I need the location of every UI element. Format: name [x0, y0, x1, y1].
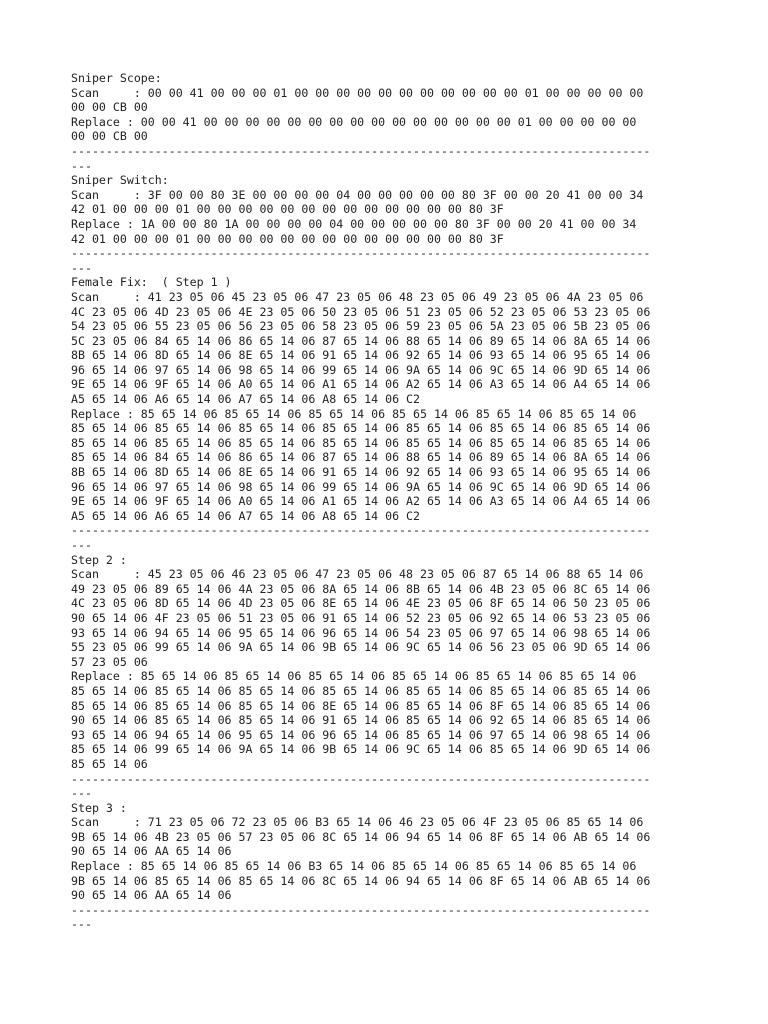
divider-line: ---	[71, 917, 92, 932]
hex-line: 9E 65 14 06 9F 65 14 06 A0 65 14 06 A1 65 14 06 A2 65 14 06 A3 65 14 06 A4 65 14 06	[71, 494, 651, 509]
hex-line: 42 01 00 00 00 01 00 00 00 00 00 00 00 00 00 00 00 00 00 80 3F	[71, 231, 504, 246]
hex-line: 90 65 14 06 85 65 14 06 85 65 14 06 91 65 14 06 85 65 14 06 92 65 14 06 85 65 14 06	[71, 713, 651, 728]
hex-line: 8B 65 14 06 8D 65 14 06 8E 65 14 06 91 65 14 06 92 65 14 06 93 65 14 06 95 65 14 06	[71, 465, 651, 480]
hex-line: 54 23 05 06 55 23 05 06 56 23 05 06 58 23 05 06 59 23 05 06 5A 23 05 06 5B 23 05 06	[71, 319, 651, 334]
hex-line: 85 65 14 06 85 65 14 06 85 65 14 06 85 65 14 06 85 65 14 06 85 65 14 06 85 65 14 06	[71, 683, 651, 698]
divider-line: ---	[71, 260, 92, 275]
section-heading-female-fix: Female Fix: ( Step 1 )	[71, 275, 232, 290]
hex-line: 85 65 14 06	[71, 756, 148, 771]
hex-line: 93 65 14 06 94 65 14 06 95 65 14 06 96 65 14 06 85 65 14 06 97 65 14 06 98 65 14 06	[71, 727, 651, 742]
hex-line: 57 23 05 06	[71, 654, 148, 669]
section-heading-step-3: Step 3 :	[71, 800, 127, 815]
hex-line: 96 65 14 06 97 65 14 06 98 65 14 06 99 65 14 06 9A 65 14 06 9C 65 14 06 9D 65 14 06	[71, 479, 651, 494]
scan-line: Scan : 3F 00 00 80 3E 00 00 00 00 04 00 00 00 00 00 80 3F 00 00 20 41 00 00 34	[71, 187, 644, 202]
hex-line: 4C 23 05 06 4D 23 05 06 4E 23 05 06 50 23 05 06 51 23 05 06 52 23 05 06 53 23 05 06	[71, 304, 651, 319]
hex-line: 85 65 14 06 85 65 14 06 85 65 14 06 8E 65 14 06 85 65 14 06 8F 65 14 06 85 65 14 06	[71, 698, 651, 713]
divider-line: -----------------------------------------------------------------------------------	[71, 902, 651, 917]
hex-line: 85 65 14 06 99 65 14 06 9A 65 14 06 9B 65 14 06 9C 65 14 06 85 65 14 06 9D 65 14 06	[71, 742, 651, 757]
section-heading-sniper-scope: Sniper Scope:	[71, 71, 162, 85]
hex-line: 42 01 00 00 00 01 00 00 00 00 00 00 00 00 00 00 00 00 00 80 3F	[71, 202, 504, 217]
replace-line: Replace : 85 65 14 06 85 65 14 06 85 65 14 06 85 65 14 06 85 65 14 06 85 65 14 06	[71, 406, 637, 421]
divider-line: -----------------------------------------------------------------------------------	[71, 523, 651, 538]
hex-line: 49 23 05 06 89 65 14 06 4A 23 05 06 8A 65 14 06 8B 65 14 06 4B 23 05 06 8C 65 14 06	[71, 581, 651, 596]
hex-line: 00 00 CB 00	[71, 129, 148, 144]
hex-line: 85 65 14 06 85 65 14 06 85 65 14 06 85 65 14 06 85 65 14 06 85 65 14 06 85 65 14 06	[71, 435, 651, 450]
replace-line: Replace : 1A 00 00 80 1A 00 00 00 00 04 00 00 00 00 00 80 3F 00 00 20 41 00 00 34	[71, 216, 637, 231]
hex-line: 00 00 CB 00	[71, 100, 148, 115]
section-heading-step-2: Step 2 :	[71, 552, 127, 567]
hex-line: 85 65 14 06 84 65 14 06 86 65 14 06 87 65 14 06 88 65 14 06 89 65 14 06 8A 65 14 06	[71, 450, 651, 465]
divider-line: ---	[71, 538, 92, 552]
hex-line: 4C 23 05 06 8D 65 14 06 4D 23 05 06 8E 65 14 06 4E 23 05 06 8F 65 14 06 50 23 05 06	[71, 596, 651, 611]
hex-line: 9E 65 14 06 9F 65 14 06 A0 65 14 06 A1 65 14 06 A2 65 14 06 A3 65 14 06 A4 65 14 06	[71, 377, 651, 392]
hex-line: 90 65 14 06 4F 23 05 06 51 23 05 06 91 65 14 06 52 23 05 06 92 65 14 06 53 23 05 06	[71, 610, 651, 625]
replace-line: Replace : 85 65 14 06 85 65 14 06 B3 65 14 06 85 65 14 06 85 65 14 06 85 65 14 06	[71, 859, 637, 874]
hex-line: A5 65 14 06 A6 65 14 06 A7 65 14 06 A8 65 14 06 C2	[71, 508, 421, 523]
hex-line: 96 65 14 06 97 65 14 06 98 65 14 06 99 65 14 06 9A 65 14 06 9C 65 14 06 9D 65 14 06	[71, 362, 651, 377]
divider-line: ---	[71, 786, 92, 801]
divider-line: -----------------------------------------------------------------------------------	[71, 246, 651, 261]
hex-line: 55 23 05 06 99 65 14 06 9A 65 14 06 9B 65 14 06 9C 65 14 06 56 23 05 06 9D 65 14 06	[71, 640, 651, 655]
replace-line: Replace : 00 00 41 00 00 00 00 00 00 00 00 00 00 00 00 00 00 00 01 00 00 00 00 00	[71, 114, 637, 129]
hex-line: 90 65 14 06 AA 65 14 06	[71, 888, 232, 903]
hex-line: 9B 65 14 06 85 65 14 06 85 65 14 06 8C 65 14 06 94 65 14 06 8F 65 14 06 AB 65 14 06	[71, 873, 651, 888]
replace-line: Replace : 85 65 14 06 85 65 14 06 85 65 14 06 85 65 14 06 85 65 14 06 85 65 14 06	[71, 669, 637, 684]
scan-line: Scan : 41 23 05 06 45 23 05 06 47 23 05 06 48 23 05 06 49 23 05 06 4A 23 05 06	[71, 289, 644, 304]
hex-line: 85 65 14 06 85 65 14 06 85 65 14 06 85 65 14 06 85 65 14 06 85 65 14 06 85 65 14 06	[71, 421, 651, 436]
hex-line: 9B 65 14 06 4B 23 05 06 57 23 05 06 8C 65 14 06 94 65 14 06 8F 65 14 06 AB 65 14 06	[71, 829, 651, 844]
scan-line: Scan : 45 23 05 06 46 23 05 06 47 23 05 06 48 23 05 06 87 65 14 06 88 65 14 06	[71, 567, 644, 582]
hex-line: A5 65 14 06 A6 65 14 06 A7 65 14 06 A8 65 14 06 C2	[71, 392, 421, 407]
hex-line: 90 65 14 06 AA 65 14 06	[71, 844, 232, 859]
section-heading-sniper-switch: Sniper Switch:	[71, 173, 169, 188]
hex-line: 5C 23 05 06 84 65 14 06 86 65 14 06 87 65 14 06 88 65 14 06 89 65 14 06 8A 65 14 06	[71, 333, 651, 348]
document-page	[71, 71, 711, 932]
divider-line: -----------------------------------------------------------------------------------	[71, 143, 651, 158]
scan-line: Scan : 71 23 05 06 72 23 05 06 B3 65 14 06 46 23 05 06 4F 23 05 06 85 65 14 06	[71, 815, 644, 830]
divider-line: ---	[71, 158, 92, 173]
divider-line: -----------------------------------------------------------------------------------	[71, 771, 651, 786]
hex-line: 8B 65 14 06 8D 65 14 06 8E 65 14 06 91 65 14 06 92 65 14 06 93 65 14 06 95 65 14 06	[71, 348, 651, 363]
scan-line: Scan : 00 00 41 00 00 00 01 00 00 00 00 00 00 00 00 00 00 00 01 00 00 00 00 00	[71, 85, 644, 100]
hex-line: 93 65 14 06 94 65 14 06 95 65 14 06 96 65 14 06 54 23 05 06 97 65 14 06 98 65 14 06	[71, 625, 651, 640]
